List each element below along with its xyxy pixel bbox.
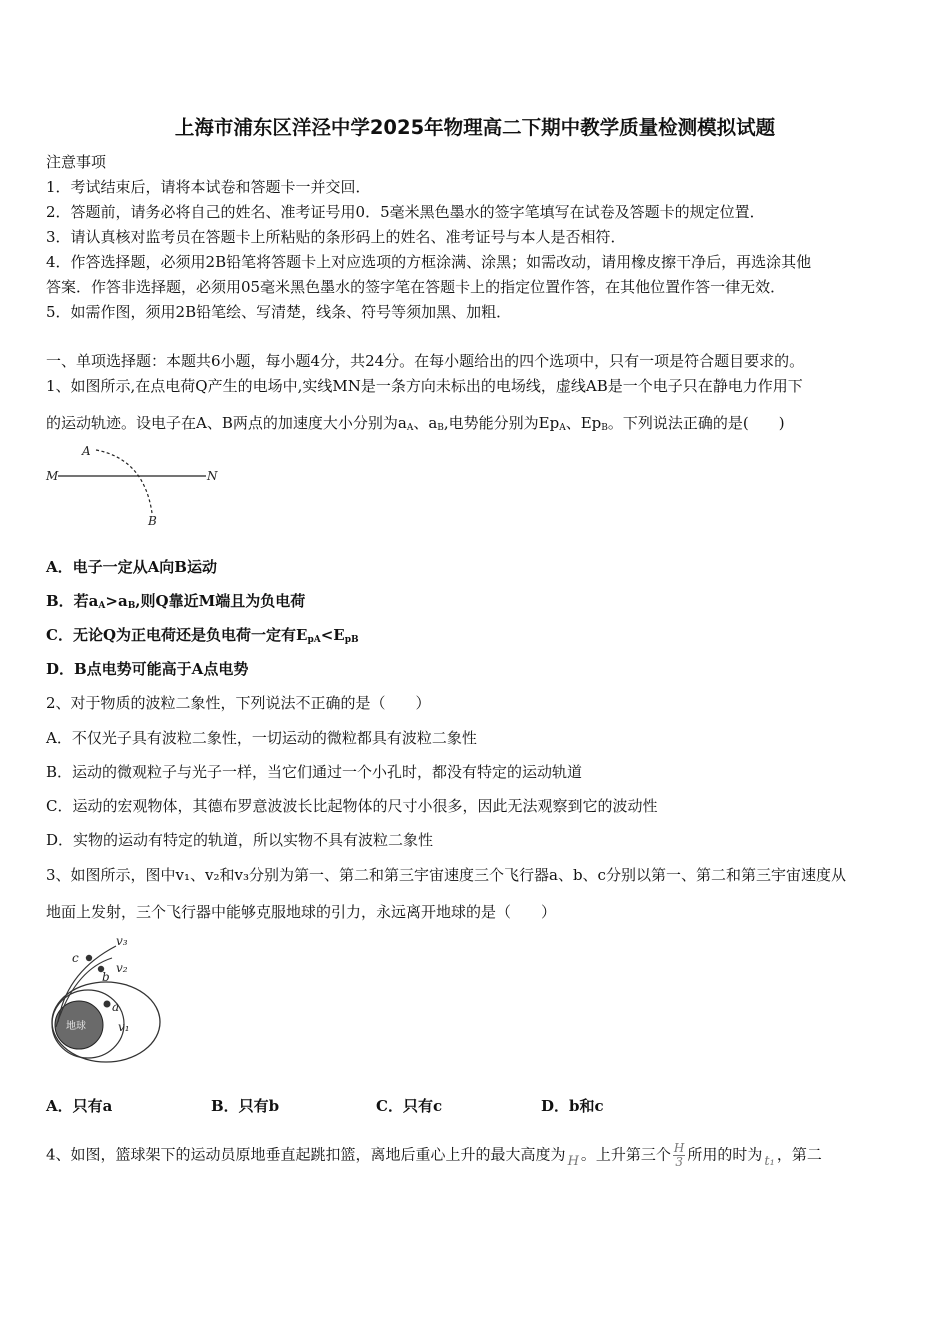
exam-title: 上海市浦东区洋泾中学2025年物理高二下期中教学质量检测模拟试题 — [174, 116, 776, 139]
label-a: A — [82, 444, 91, 458]
label-v2: v₂ — [116, 961, 128, 975]
q3-option-c[interactable]: C．只有c — [376, 1097, 443, 1115]
q2-option-d[interactable]: D．实物的运动有特定的轨道，所以实物不具有波粒二象性 — [46, 831, 434, 849]
notice-heading: 注意事项 — [46, 153, 107, 171]
q2-stem: 2、对于物质的波粒二象性，下列说法不正确的是（ ） — [46, 694, 431, 712]
q1-option-b[interactable]: B．若$a_A>a_B$,则Q靠近M端且为负电荷 — [46, 592, 306, 611]
label-v1: v₁ — [118, 1020, 130, 1034]
craft-a-icon — [104, 1001, 111, 1008]
label-a: a — [112, 1000, 120, 1014]
notice-item: 答案．作答非选择题，必须用05毫米黑色墨水的签字笔在答题卡上的指定位置作答，在其他位置作答一律无效． — [46, 278, 786, 296]
notice-item: 4．作答选择题，必须用2B铅笔将答题卡上对应选项的方框涂满、涂黑；如需改动，请用橡皮擦干净后，再选涂其他 — [46, 253, 812, 271]
q1-stem-line2: 的运动轨迹。设电子在A、B两点的加速度大小分别为$a_A$、$a_B$,电势能分别为$Ep_A$、$Ep_B$。下列说法正确的是( ) — [46, 414, 785, 433]
label-m: M — [46, 469, 59, 483]
q2-option-b[interactable]: B．运动的微观粒子与光子一样，当它们通过一个小孔时，都没有特定的运动轨道 — [46, 763, 583, 781]
notice-item: 5．如需作图，须用2B铅笔绘、写清楚，线条、符号等须加黑、加粗． — [46, 303, 512, 321]
label-c: c — [72, 951, 79, 965]
math-t1: t₁ — [764, 1153, 775, 1169]
q3-option-a[interactable]: A．只有a — [46, 1097, 113, 1115]
q1-option-a[interactable]: A．电子一定从A向B运动 — [46, 558, 217, 576]
label-b: B — [148, 514, 157, 528]
q1-field-line-figure — [44, 437, 224, 532]
section-heading: 一、单项选择题：本题共6小题，每小题4分，共24分。在每小题给出的四个选项中，只有一项是符合题目要求的。 — [46, 352, 805, 370]
q3-option-b[interactable]: B．只有b — [211, 1097, 280, 1115]
math-h: H — [567, 1153, 579, 1169]
q2-option-a[interactable]: A．不仅光子具有波粒二象性，一切运动的微粒都具有波粒二象性 — [46, 729, 477, 747]
q1-option-c[interactable]: C．无论Q为正电荷还是负电荷一定有$E_{pA}<E_{pB}$ — [46, 626, 359, 645]
q2-option-c[interactable]: C．运动的宏观物体，其德布罗意波波长比起物体的尺寸小很多，因此无法观察到它的波动性 — [46, 797, 658, 815]
q4-stem: 4、如图，篮球架下的运动员原地垂直起跳扣篮，离地后重心上升的最大高度为 H 。上升第三个 $\frac{H}{3}$ 所用的时为 t₁ ，第二 — [46, 1141, 822, 1169]
label-b: b — [102, 970, 110, 984]
q1-stem-line1: 1、如图所示,在点电荷Q产生的电场中,实线MN是一条方向未标出的电场线，虚线AB是一个电子只在静电力作用下 — [46, 377, 803, 395]
label-v3: v₃ — [116, 934, 128, 948]
craft-c-icon — [86, 955, 92, 961]
q3-stem-line1: 3、如图所示，图中v₁、v₂和v₃分别为第一、第二和第三宇宙速度三个飞行器a、b、c分别以第一、第二和第三宇宙速度从 — [46, 866, 846, 884]
label-n: N — [207, 469, 218, 483]
label-earth: 地球 — [66, 1021, 86, 1032]
electron-trajectory-ab — [96, 450, 152, 513]
q1-option-d[interactable]: D．B点电势可能高于A点电势 — [46, 660, 249, 678]
q3-option-d[interactable]: D．b和c — [541, 1097, 604, 1115]
q3-options — [46, 1096, 706, 1116]
notice-item: 2．答题前，请务必将自己的姓名、准考证号用0．5毫米黑色墨水的签字笔填写在试卷及答题卡的规定位置． — [46, 203, 765, 221]
notice-item: 3．请认真核对监考员在答题卡上所粘贴的条形码上的姓名、准考证号与本人是否相符． — [46, 228, 626, 246]
q3-stem-line2: 地面上发射，三个飞行器中能够克服地球的引力，永远离开地球的是（ ） — [46, 903, 557, 921]
q3-orbit-figure — [44, 930, 174, 1070]
notice-item: 1．考试结束后，请将本试卷和答题卡一并交回． — [46, 178, 371, 196]
math-fraction-h-over-3: $\frac{H}{3}$ — [673, 1141, 685, 1169]
